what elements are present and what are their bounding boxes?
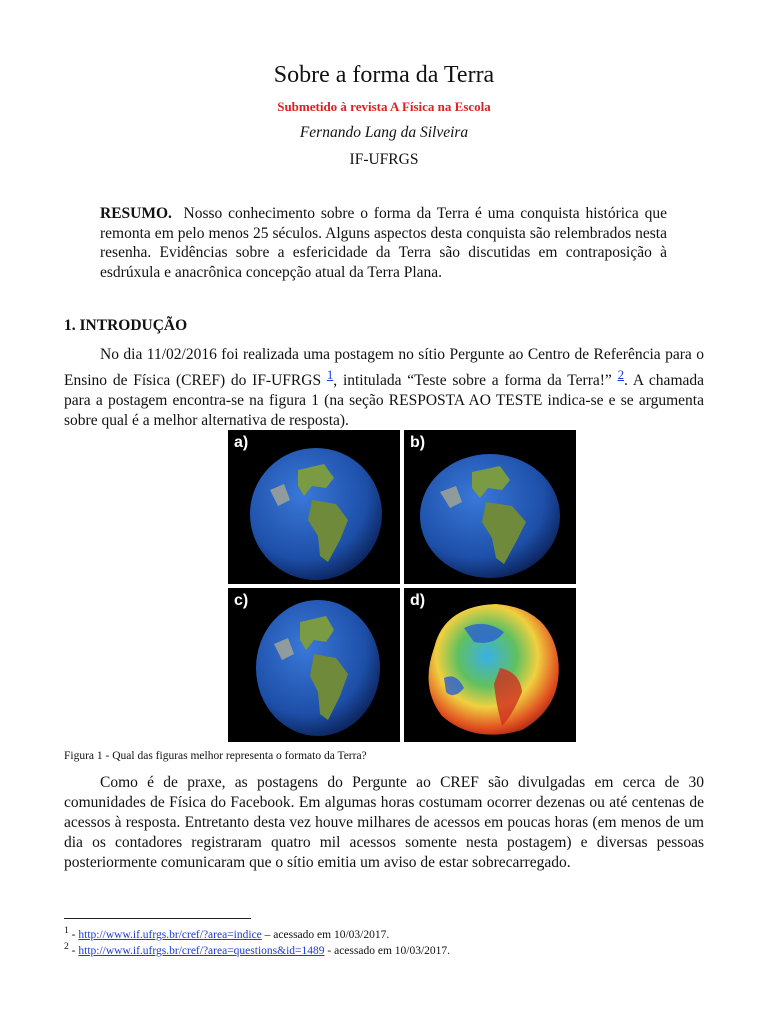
- affiliation: IF-UFRGS: [349, 151, 419, 168]
- figure-panel-a: [228, 430, 400, 584]
- footnote-separator: -: [68, 928, 79, 941]
- footnote-text: - acessado em 10/03/2017.: [324, 944, 451, 957]
- footnote-ref-2[interactable]: 2: [617, 367, 625, 382]
- intro-text-c: . A chamada para a postagem encontra-se na figura 1 (na seção RESPOSTA AO TESTE indica-se e se argumenta sobre qual é a melhor alternativa de resposta).: [64, 372, 705, 430]
- abstract-label: RESUMO.: [100, 205, 172, 222]
- footnote-1: [64, 925, 389, 941]
- figure-caption: Figura 1 - Qual das figuras melhor representa o formato da Terra?: [64, 750, 367, 762]
- footnote-link-2[interactable]: http://www.if.ufrgs.br/cref/?area=questions&id=1489: [78, 944, 325, 957]
- footnote-2: [64, 941, 450, 957]
- figure-panel-d: [404, 588, 576, 742]
- body-paragraph-text: Como é de praxe, as postagens do Pergunte ao CREF são divulgadas em cerca de 30 comunidades de Física do Facebook. Em algumas horas costumam ocorrer dezenas ou até centenas de acessos à resposta. Entretanto desta vez houve milhares de acessos em poucas horas (em menos de um dia os contadores registraram quatro mil acessos somente nesta postagem) e diversas pessoas posteriormente comunicaram que o sítio emitia um aviso de estar sobrecarregado.: [64, 774, 704, 871]
- figure-panel-b: [404, 430, 576, 584]
- footnote-link-1[interactable]: http://www.if.ufrgs.br/cref/?area=indice: [78, 928, 262, 941]
- intro-text-a: No dia 11/02/2016 foi realizada uma postagem no sítio Pergunte ao Centro de Referência para o Ensino de Física (CREF) do IF-UFRGS: [64, 346, 704, 390]
- panel-label-a: a): [234, 434, 249, 451]
- footnote-number: 1: [64, 925, 69, 936]
- footnote-ref-1[interactable]: 1: [326, 367, 334, 382]
- figure-earth-shapes: [228, 430, 576, 742]
- footnote-number: 2: [64, 941, 69, 952]
- footnote-text: – acessado em 10/03/2017.: [261, 928, 390, 941]
- footnote-divider: [64, 918, 251, 919]
- section-heading: 1. INTRODUÇÃO: [64, 317, 188, 334]
- footnote-separator: -: [68, 944, 79, 957]
- panel-label-d: d): [410, 592, 426, 609]
- author-name: Fernando Lang da Silveira: [299, 124, 469, 141]
- geoid-icon: [429, 604, 559, 735]
- intro-paragraph: [64, 345, 704, 431]
- body-paragraph: [64, 773, 704, 873]
- figure-panel-c: [228, 588, 400, 742]
- panel-label-c: c): [234, 592, 249, 609]
- document-title: Sobre a forma da Terra: [273, 62, 495, 88]
- intro-text-b: , intitulada “Teste sobre a forma da Terra!”: [333, 372, 612, 390]
- panel-label-b: b): [410, 434, 426, 451]
- abstract-text: Nosso conhecimento sobre o forma da Terra é uma conquista histórica que remonta em pelo menos 25 séculos. Alguns aspectos desta conquista são relembrados nesta resenha. Evidências sobre a esfericidade da Terra são discutidas em contraposição à esdrúxula e anacrônica concepção atual da Terra Plana.: [100, 205, 667, 281]
- submission-note: Submetido à revista A Física na Escola: [277, 99, 491, 114]
- abstract: [100, 204, 667, 282]
